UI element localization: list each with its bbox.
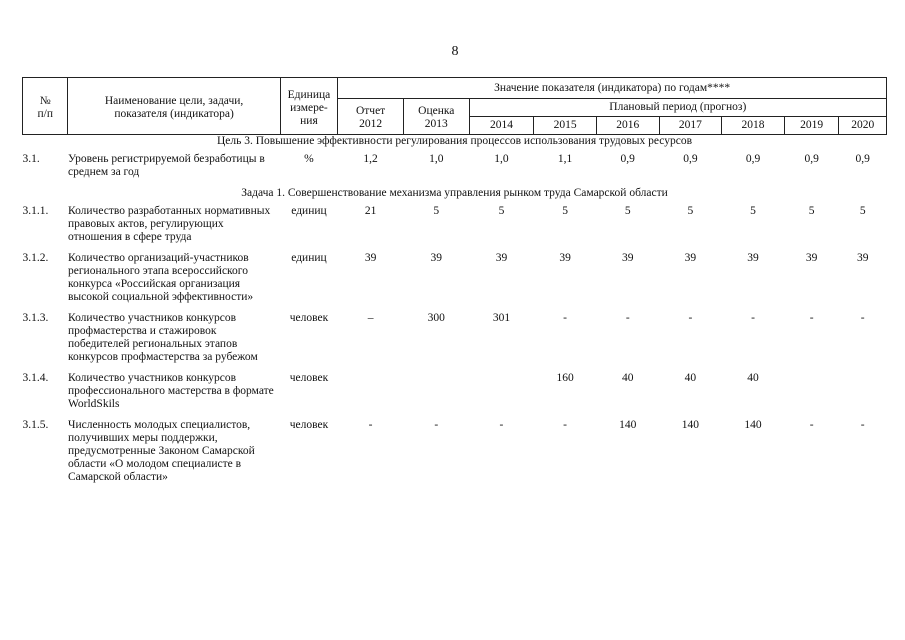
value-cell: – <box>367 312 374 324</box>
value-cell: 1,1 <box>557 153 573 165</box>
indicator-name: Количество участников конкурсов профессионального мастерства в формате WorldSkils <box>67 372 274 410</box>
value-cell: - <box>860 312 865 324</box>
page-number: 8 <box>451 44 459 59</box>
table-row <box>23 153 887 187</box>
header-year: 2016 <box>596 117 659 135</box>
value-cell: 140 <box>619 419 637 431</box>
value-cell: 5 <box>498 205 505 217</box>
header-unit-text: Единица измере- ния <box>287 88 331 127</box>
value-cell: 140 <box>681 419 699 431</box>
unit-cell: единиц <box>291 252 327 264</box>
value-cell: 39 <box>621 252 634 264</box>
goal-heading-row <box>23 135 887 154</box>
task-heading: Задача 1. Совершенствование механизма управления рынком труда Самарской области <box>241 187 668 199</box>
value-cell: - <box>809 312 814 324</box>
header-year: 2017 <box>659 117 722 135</box>
header-estimate <box>403 99 469 135</box>
header-report <box>338 99 404 135</box>
value-cell: 40 <box>621 372 634 384</box>
row-number: 3.1.4. <box>22 372 49 384</box>
unit-cell: человек <box>289 419 329 431</box>
indicator-name: Количество организаций-участников регионального этапа всероссийского конкурса «Российская организация высокой социальной эффективности» <box>67 252 254 303</box>
value-cell: 5 <box>624 205 631 217</box>
value-cell: 39 <box>856 252 869 264</box>
value-cell: 39 <box>364 252 377 264</box>
value-cell: 40 <box>684 372 697 384</box>
value-cell: 1,2 <box>363 153 378 165</box>
row-number: 3.1.5. <box>22 419 49 431</box>
value-cell <box>338 372 404 419</box>
table-row <box>23 419 887 492</box>
value-cell: 39 <box>805 252 818 264</box>
value-cell: - <box>809 419 814 431</box>
value-cell: - <box>751 312 755 324</box>
task-heading-row <box>23 187 887 205</box>
value-cell: 5 <box>808 205 815 217</box>
row-number: 3.1.1. <box>22 205 49 217</box>
row-number: 3.1.3. <box>22 312 49 324</box>
value-cell: - <box>625 312 630 324</box>
value-cell: 0,9 <box>620 153 635 165</box>
value-cell: 5 <box>859 205 866 217</box>
value-cell: 0,9 <box>804 153 819 165</box>
value-cell <box>403 372 469 419</box>
header-num <box>23 78 68 135</box>
row-number: 3.1.2. <box>22 252 49 264</box>
value-cell: 5 <box>687 205 694 217</box>
header-planned-period: Плановый период (прогноз) <box>469 99 886 117</box>
value-cell: 21 <box>364 205 377 217</box>
header-name <box>68 78 280 135</box>
header-name-text: Наименование цели, задачи, показателя (индикатора) <box>104 95 244 120</box>
header-year: 2019 <box>784 117 839 135</box>
table-row <box>23 252 887 312</box>
value-cell: 160 <box>556 372 574 384</box>
header-year: 2015 <box>534 117 597 135</box>
indicator-name: Численность молодых специалистов, получивших меры поддержки, предусмотренные Законом Самарской области «О молодом специалисте в Самарской области» <box>67 419 255 483</box>
goal-heading: Цель 3. Повышение эффективности регулирования процессов использования трудовых ресурсов <box>216 135 693 147</box>
value-cell: 5 <box>562 205 568 217</box>
value-cell: 39 <box>495 252 508 264</box>
value-cell: - <box>860 419 865 431</box>
value-cell: - <box>563 419 568 431</box>
header-values-by-year: Значение показателя (индикатора) по годам**** <box>338 78 887 99</box>
value-cell: - <box>563 312 568 324</box>
value-cell: 0,9 <box>745 153 761 165</box>
row-number: 3.1. <box>22 153 40 165</box>
header-report-text: Отчет 2012 <box>355 104 386 130</box>
table-row <box>23 372 887 419</box>
indicator-name: Количество участников конкурсов профмастерства и стажировок победителей региональных этапов конкурсов профмастерства за рубежом <box>67 312 258 363</box>
value-cell: 1,0 <box>429 153 444 165</box>
value-cell <box>839 372 887 419</box>
value-cell: 0,9 <box>855 153 870 165</box>
header-year: 2020 <box>839 117 887 135</box>
value-cell: 39 <box>684 252 697 264</box>
header-year: 2018 <box>722 117 785 135</box>
value-cell: 5 <box>433 205 440 217</box>
value-cell: - <box>688 312 693 324</box>
unit-cell: человек <box>289 372 329 384</box>
value-cell: 40 <box>747 372 759 384</box>
unit-cell: человек <box>289 312 329 324</box>
value-cell: 1,0 <box>494 153 509 165</box>
value-cell: 300 <box>427 312 445 324</box>
header-year: 2014 <box>469 117 534 135</box>
value-cell: - <box>434 419 439 431</box>
header-num-text: № п/п <box>37 95 53 120</box>
value-cell: 140 <box>744 419 762 431</box>
unit-cell: % <box>304 153 314 165</box>
value-cell <box>469 372 534 419</box>
indicator-name: Количество разработанных нормативных правовых актов, регулирующих отношения в сфере труда <box>67 205 271 243</box>
value-cell: 39 <box>430 252 443 264</box>
header-unit <box>280 78 338 135</box>
value-cell: 0,9 <box>683 153 698 165</box>
value-cell: 5 <box>750 205 756 217</box>
unit-cell: единиц <box>291 205 327 217</box>
header-estimate-text: Оценка 2013 <box>418 104 455 130</box>
value-cell <box>784 372 839 419</box>
table-row <box>23 312 887 372</box>
value-cell: 39 <box>559 252 571 264</box>
value-cell: 301 <box>492 312 511 324</box>
indicators-table <box>22 77 887 492</box>
indicator-name: Уровень регистрируемой безработицы в среднем за год <box>67 153 265 178</box>
value-cell: - <box>368 419 373 431</box>
value-cell: 39 <box>747 252 759 264</box>
value-cell: - <box>499 419 504 431</box>
table-row <box>23 205 887 252</box>
